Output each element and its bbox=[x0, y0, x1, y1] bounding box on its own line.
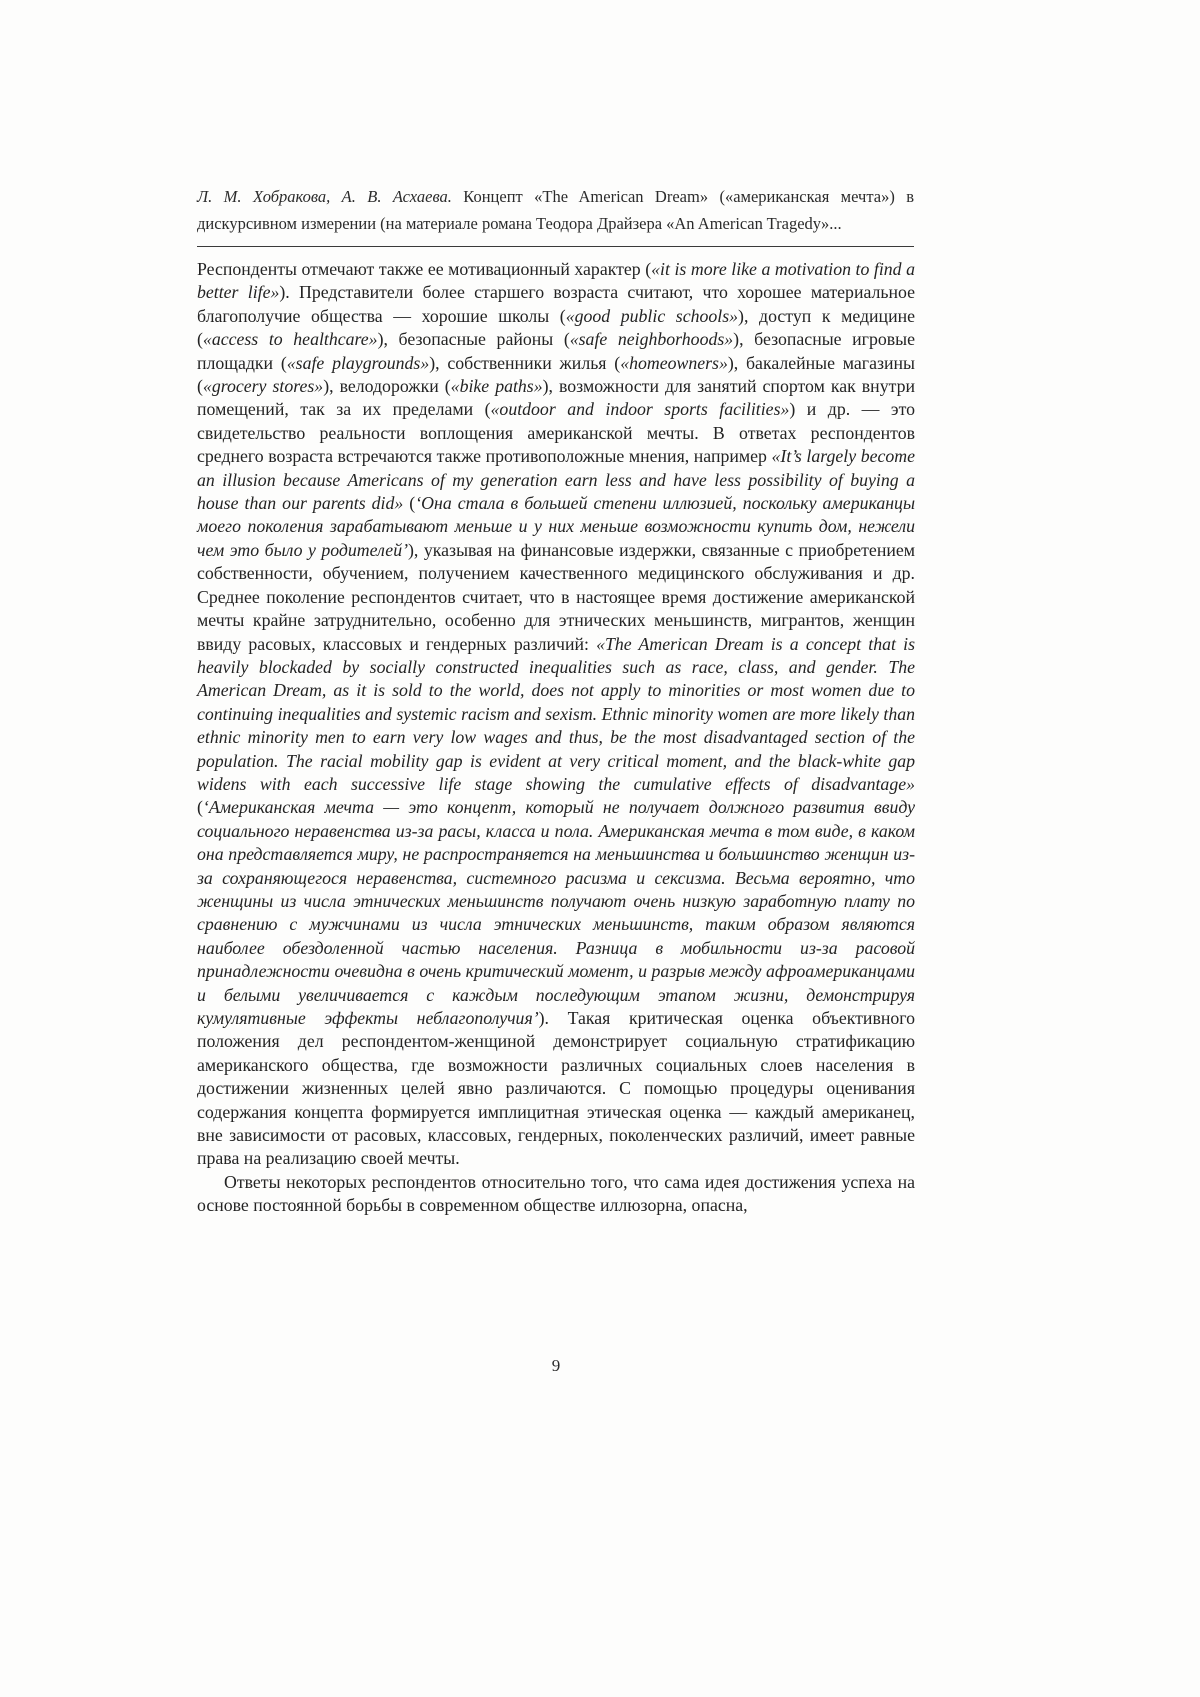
italic-text-segment: «good public schools» bbox=[565, 305, 739, 326]
italic-text-segment: «it is more like a motivation to find a better life» bbox=[197, 259, 915, 303]
body-paragraph bbox=[197, 1171, 915, 1218]
text-segment: ( bbox=[403, 493, 416, 514]
header-rule bbox=[197, 246, 914, 247]
running-head bbox=[197, 183, 914, 237]
text-segment: ), безопасные игровые площадки ( bbox=[197, 329, 915, 373]
italic-text-segment: «It’s largely become an illusion because Americans of my generation earn less and have less possibility of buying a house than our parents did» bbox=[197, 446, 915, 514]
italic-text-segment: «outdoor and indoor sports facilities» bbox=[490, 399, 790, 420]
page-number: 9 bbox=[551, 1356, 561, 1375]
text-segment: ), велодорожки ( bbox=[323, 376, 451, 397]
text-segment: ). Представители более старшего возраста считают, что хорошее материальное благополучие общества — хорошие школы ( bbox=[197, 282, 916, 326]
italic-text-segment: ‘Она стала в большей степени иллюзией, поскольку американцы моего поколения зарабатывают меньше и у них меньше возможности купить дом, нежели чем это было у родителей’ bbox=[197, 493, 915, 560]
text-segment: Ответы некоторых респондентов относительно того, что сама идея достижения успеха на основе постоянной борьбы в современном обществе иллюзорна, опасна, bbox=[197, 1171, 915, 1216]
italic-text-segment: «grocery stores» bbox=[202, 376, 324, 397]
text-segment: Респонденты отмечают также ее мотивационный характер ( bbox=[197, 259, 652, 279]
text-segment: ), бакалейные магазины ( bbox=[197, 352, 915, 397]
text-segment: ), безопасные районы ( bbox=[377, 329, 570, 350]
text-segment: ). Такая критическая оценка объективного положения дел респондентом-женщиной демонстрирует социальную стратификацию американского общества, где возможности различных социальных слоев населения в достижении жизненных целей явно различаются. С помощью процедуры оценивания содержания концепта формируется имплицитная этическая оценка — каждый американец, вне зависимости от расовых, классовых, гендерных, поколенческих различий, имеет равные права на реализацию своей мечты. bbox=[197, 1008, 915, 1169]
text-segment: ( bbox=[197, 797, 203, 818]
text-segment: Концепт «The American Dream» («американская мечта») в дискурсивном измерении (на материале романа Теодора Драйзера «An American Tragedy»... bbox=[197, 187, 914, 233]
italic-text-segment: «safe neighborhoods» bbox=[569, 329, 734, 350]
text-segment: ), возможности для занятий спортом как внутри помещений, так за их пределами ( bbox=[197, 376, 915, 420]
text-segment: ), доступ к медицине ( bbox=[197, 305, 915, 350]
text-segment: ), указывая на финансовые издержки, связанные с приобретением собственности, обучением, получением качественного медицинского обслуживания и др. Среднее поколение респондентов считает, что в настоящее время достижение американской мечты крайне затруднительно, особенно для этнических меньшинств, мигрантов, женщин ввиду расовых, классовых и гендерных различий: bbox=[197, 539, 915, 654]
text-segment: ) и др. — это свидетельство реальности воплощения американской мечты. В ответах респондентов среднего возраста встречаются также противоположные мнения, например bbox=[197, 399, 915, 467]
italic-text-segment: «The American Dream is a concept that is heavily blockaded by socially constructed inequalities such as race, class, and gender. The American Dream, as it is sold to the world, does not apply to minorities or most women due to continuing inequalities and systemic racism and sexism. Ethnic minority women are more likely than ethnic minority men to earn very low wages and thus, be the most disadvantaged section of the population. The racial mobility gap is evident at very critical moment, and the black-white gap widens with each successive life stage showing the cumulative effects of disadvantage» bbox=[197, 633, 915, 794]
body-paragraph bbox=[197, 258, 915, 1171]
italic-text-segment: «access to healthcare» bbox=[202, 329, 378, 350]
italic-text-segment: «safe playgrounds» bbox=[286, 352, 430, 373]
text-segment: ), собственники жилья ( bbox=[429, 352, 621, 373]
article-body bbox=[197, 258, 915, 1218]
italic-text-segment: «homeowners» bbox=[620, 352, 728, 373]
italic-text-segment: «bike paths» bbox=[450, 376, 543, 397]
italic-text-segment: ‘Американская мечта — это концепт, который не получает должного развития ввиду социального неравенства из-за расы, класса и пола. Американская мечта в том виде, в каком она представляется миру, не распространяется на меньшинства и большинство женщин из-за сохраняющегося неравенства, системного расизма и сексизма. Весьма вероятно, что женщины из числа этнических меньшинств получают очень низкую заработную плату по сравнению с мужчинами из числа этнических меньшинств, таким образом являются наиболее обездоленной частью населения. Разница в мобильности из-за расовой принадлежности очевидна в очень критический момент, и разрыв между афроамериканцами и белыми увеличивается с каждым последующим этапом жизни, демонстрируя кумулятивные эффекты неблагополучия’ bbox=[197, 797, 915, 1028]
italic-text-segment: Л. М. Хобракова, А. В. Асхаева. bbox=[197, 187, 464, 206]
